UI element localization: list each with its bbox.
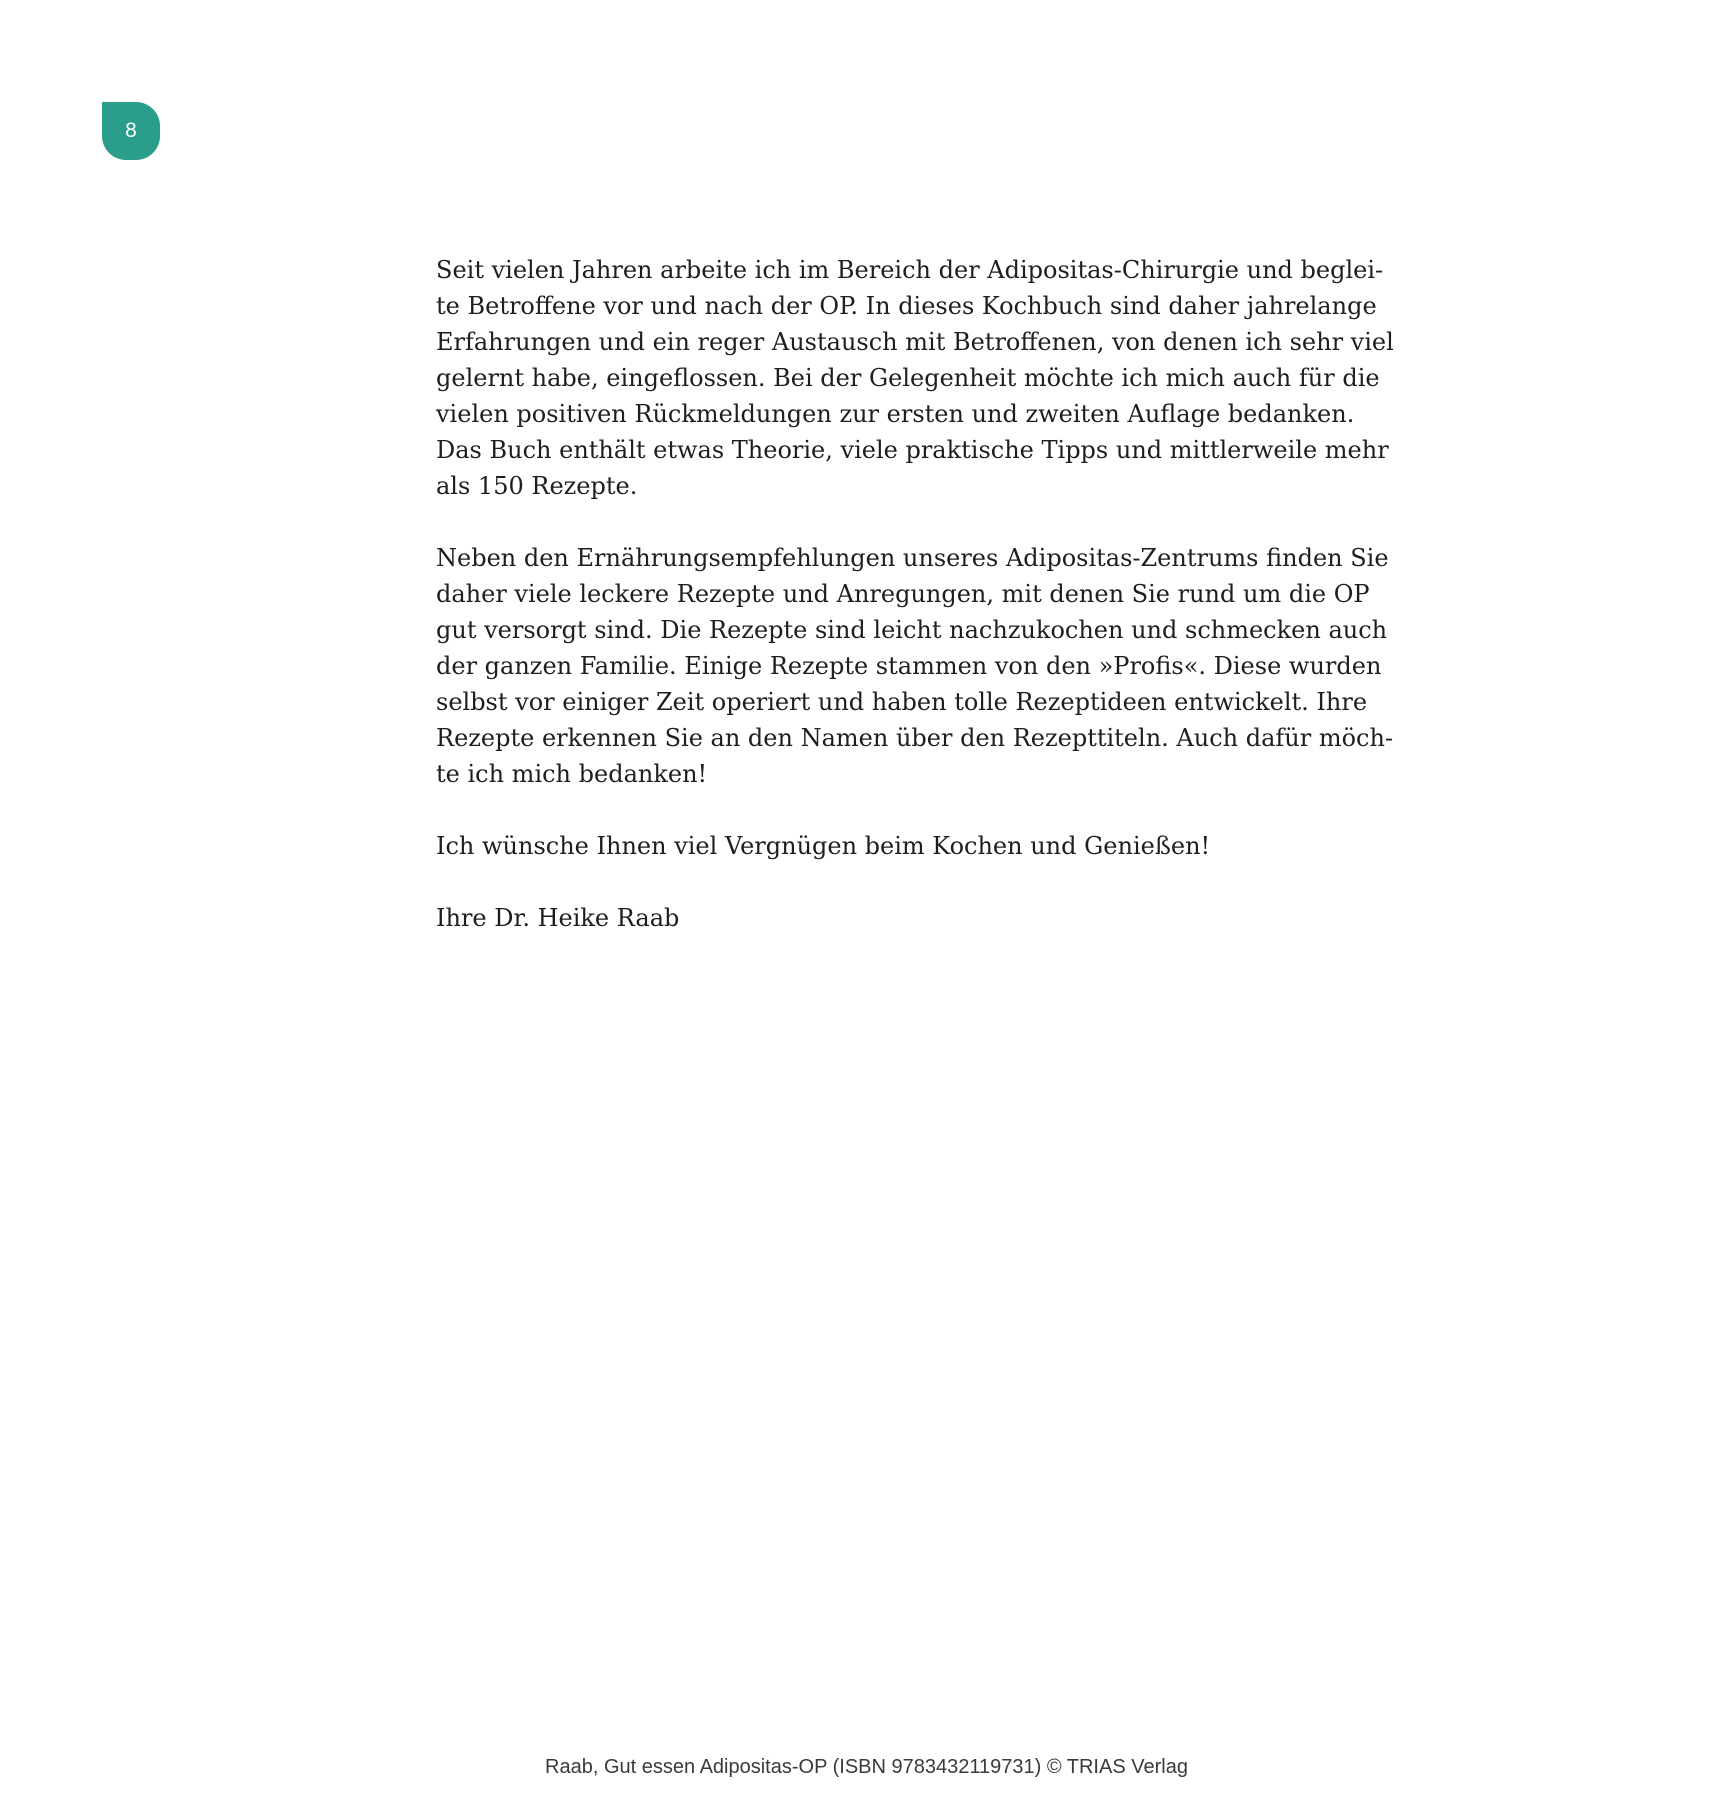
text-line: te ich mich bedanken! bbox=[436, 760, 708, 788]
text-line: te Betroffene vor und nach der OP. In dieses Kochbuch sind daher jahrelange bbox=[436, 292, 1377, 320]
footer-credit: Raab, Gut essen Adipositas-OP (ISBN 9783432119731) © TRIAS Verlag bbox=[545, 1756, 1188, 1778]
text-line: Erfahrungen und ein reger Austausch mit Betroffenen, von denen ich sehr viel bbox=[436, 328, 1394, 356]
text-line: gelernt habe, eingeflossen. Bei der Gelegenheit möchte ich mich auch für die bbox=[436, 364, 1380, 392]
text-line: Seit vielen Jahren arbeite ich im Bereich der Adipositas-Chirurgie und beglei- bbox=[436, 256, 1384, 284]
text-line: gut versorgt sind. Die Rezepte sind leicht nachzukochen und schmecken auch bbox=[436, 616, 1388, 644]
text-line: selbst vor einiger Zeit operiert und haben tolle Rezeptideen entwickelt. Ihre bbox=[436, 688, 1368, 716]
page-number-badge bbox=[102, 102, 160, 160]
text-line: Das Buch enthält etwas Theorie, viele praktische Tipps und mittlerweile mehr bbox=[436, 436, 1389, 464]
text-line: Ich wünsche Ihnen viel Vergnügen beim Kochen und Genießen! bbox=[436, 832, 1211, 860]
text-line: Neben den Ernährungsempfehlungen unseres Adipositas-Zentrums finden Sie bbox=[436, 544, 1389, 572]
paragraph-wish bbox=[436, 828, 1356, 864]
text-line: Ihre Dr. Heike Raab bbox=[436, 904, 680, 932]
paragraph-recipes bbox=[436, 540, 1394, 792]
text-line: als 150 Rezepte. bbox=[436, 472, 638, 500]
text-line: der ganzen Familie. Einige Rezepte stammen von den »Profis«. Diese wurden bbox=[436, 652, 1382, 680]
paragraph-intro bbox=[436, 252, 1394, 504]
text-line: vielen positiven Rückmeldungen zur ersten und zweiten Auflage bedanken. bbox=[436, 400, 1355, 428]
signature bbox=[436, 900, 1356, 936]
page-number: 8 bbox=[125, 119, 137, 142]
body-text bbox=[436, 252, 1394, 972]
text-line: daher viele leckere Rezepte und Anregungen, mit denen Sie rund um die OP bbox=[436, 580, 1370, 608]
text-line: Rezepte erkennen Sie an den Namen über den Rezepttiteln. Auch dafür möch- bbox=[436, 724, 1394, 752]
